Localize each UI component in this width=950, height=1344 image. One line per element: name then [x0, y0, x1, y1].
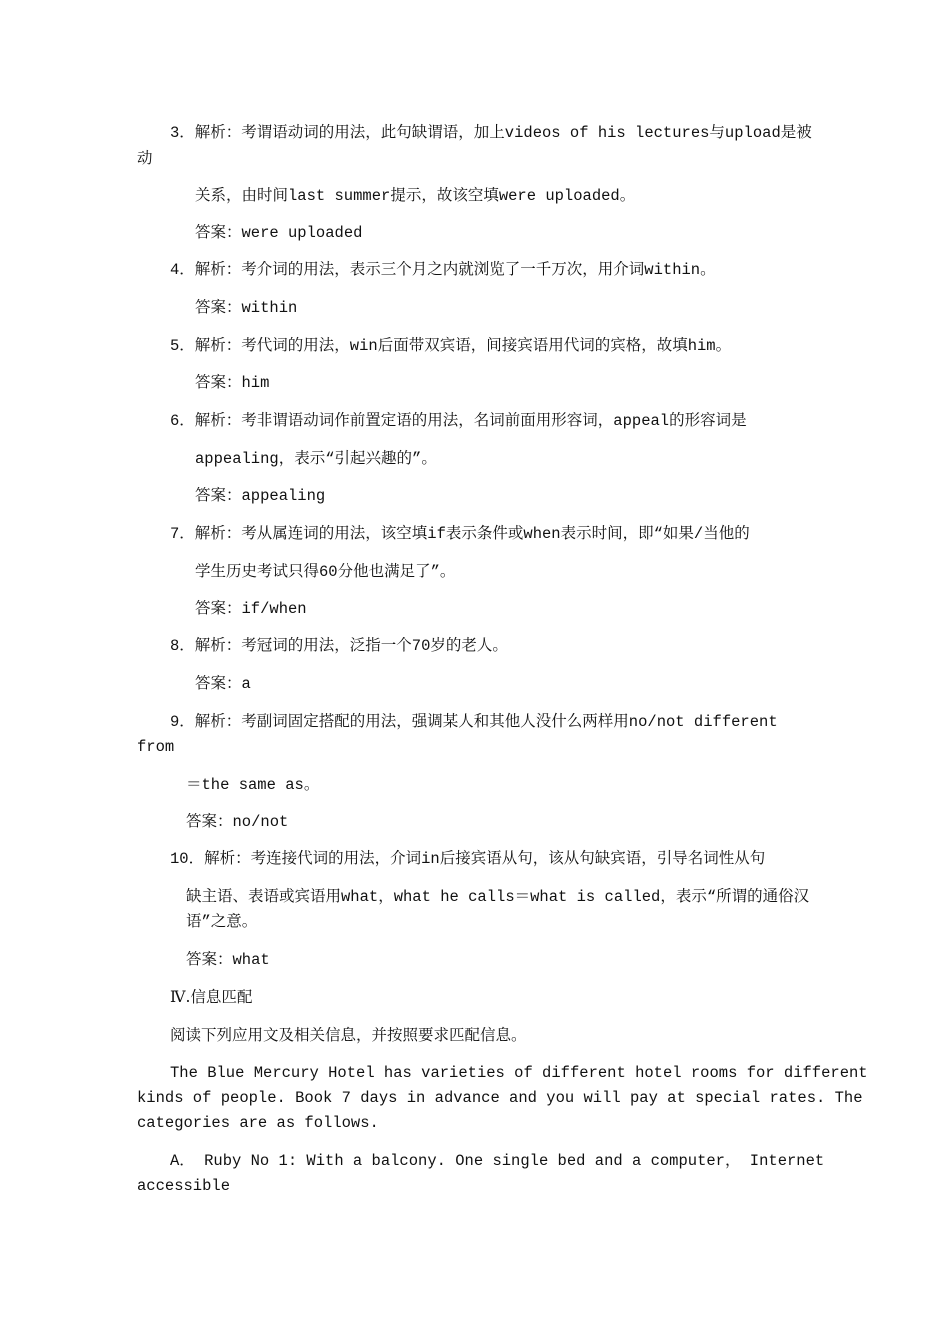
q3-explanation-line1: 3．解析：考谓语动词的用法，此句缺谓语，加上videos of his lectures与upload是被 — [170, 124, 812, 142]
q8-answer: 答案：a — [195, 675, 251, 693]
q5-answer: 答案：him — [195, 374, 270, 392]
q10-explanation-line3: 语”之意。 — [186, 913, 258, 931]
q9-explanation-line1: 9．解析：考副词固定搭配的用法，强调某人和其他人没什么两样用no/not different — [170, 713, 778, 731]
q8-explanation: 8．解析：考冠词的用法，泛指一个70岁的老人。 — [170, 637, 508, 655]
q4-explanation: 4．解析：考介词的用法，表示三个月之内就浏览了一千万次，用介词within。 — [170, 261, 716, 279]
section-iv-instruction: 阅读下列应用文及相关信息，并按照要求匹配信息。 — [170, 1026, 527, 1044]
option-a-line2: accessible — [137, 1177, 231, 1195]
q10-answer: 答案：what — [186, 951, 270, 969]
section-iv-title: Ⅳ.信息匹配 — [170, 988, 253, 1006]
q4-answer: 答案：within — [195, 299, 298, 317]
q9-explanation-line2: from — [137, 738, 175, 756]
q10-explanation-line1: 10．解析：考连接代词的用法，介词in后接宾语从句，该从句缺宾语，引导名词性从句 — [170, 850, 766, 868]
q10-explanation-line2: 缺主语、表语或宾语用what，what he calls＝what is called，表示“所谓的通俗汉 — [186, 888, 810, 906]
q9-answer: 答案：no/not — [186, 813, 289, 831]
option-a-line1: A． Ruby No 1: With a balcony. One single bed and a computer， Internet — [170, 1152, 825, 1170]
q3-answer: 答案：were uploaded — [195, 224, 363, 242]
q7-explanation-line2: 学生历史考试只得60分他也满足了”。 — [195, 563, 456, 581]
q7-answer: 答案：if/when — [195, 600, 307, 618]
q5-explanation: 5．解析：考代词的用法，win后面带双宾语，间接宾语用代词的宾格，故填him。 — [170, 337, 732, 355]
q3-explanation-line2: 动 — [137, 149, 153, 167]
q6-explanation-line2: appealing，表示“引起兴趣的”。 — [195, 450, 437, 468]
q6-explanation-line1: 6．解析：考非谓语动词作前置定语的用法，名词前面用形容词，appeal的形容词是 — [170, 412, 747, 430]
passage-line1: The Blue Mercury Hotel has varieties of different hotel rooms for different — [170, 1064, 868, 1082]
q6-answer: 答案：appealing — [195, 487, 326, 505]
q9-explanation-line3: ＝the same as。 — [186, 776, 320, 794]
q3-explanation-line3: 关系，由时间last summer提示，故该空填were uploaded。 — [195, 187, 636, 205]
passage-line2: kinds of people. Book 7 days in advance and you will pay at special rates. The — [137, 1089, 863, 1107]
passage-line3: categories are as follows. — [137, 1114, 379, 1132]
q7-explanation-line1: 7．解析：考从属连词的用法，该空填if表示条件或when表示时间，即“如果/当他的 — [170, 525, 750, 543]
